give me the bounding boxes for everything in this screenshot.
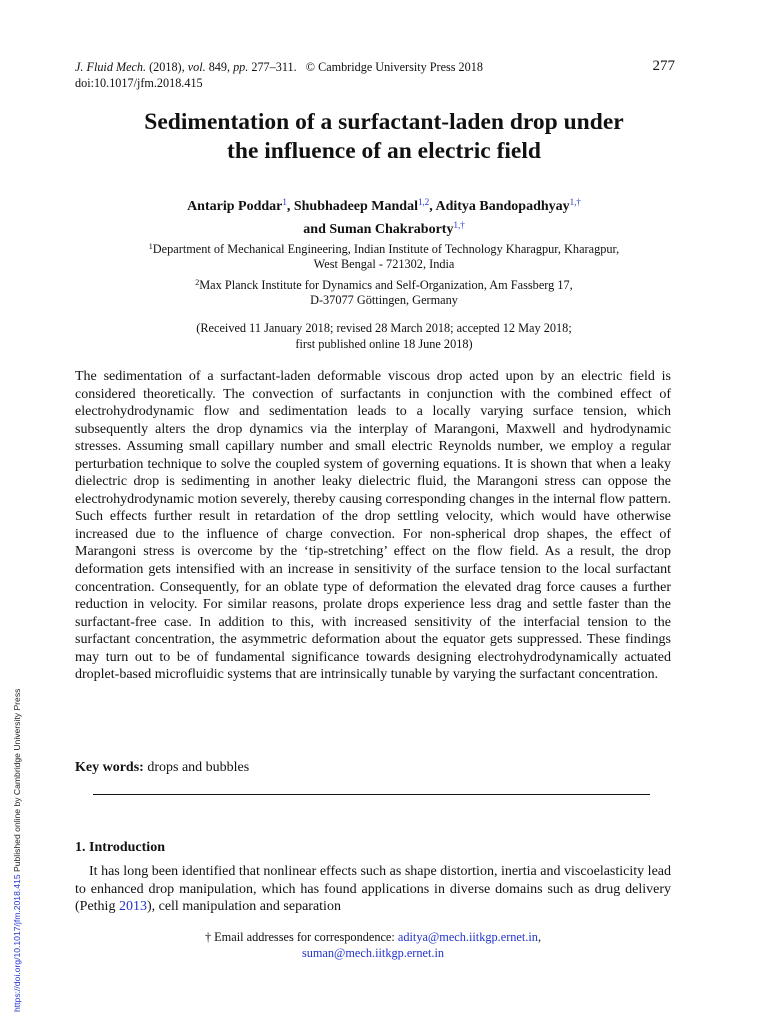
author-affiliation-mark[interactable]: 1,† <box>453 220 465 230</box>
author-name: Aditya Bandopadhyay <box>435 199 570 214</box>
email-link[interactable]: aditya@mech.iitkgp.ernet.in <box>397 930 538 944</box>
author-affiliation-mark[interactable]: 1,† <box>569 197 581 207</box>
journal-name: J. Fluid Mech. <box>75 60 147 74</box>
author-name: and Suman Chakraborty <box>303 222 454 237</box>
published-line: first published online 18 June 2018) <box>295 337 473 351</box>
copyright-notice: © Cambridge University Press 2018 <box>305 60 483 74</box>
intro-text: ), cell manipulation and separation <box>146 899 341 915</box>
title-line-1: Sedimentation of a surfactant-laden drop under <box>144 109 624 135</box>
author-name: Shubhadeep Mandal <box>293 199 418 214</box>
received-dates <box>60 320 708 352</box>
abstract: The sedimentation of a surfactant-laden deformable viscous drop acted upon by an electric field is considered theoretically. The convection of surfactants in conjunction with the combined effect of electrohydrodynamic flow and sedimentation leads to a locally varying surface tension, which subsequently alters the drop dynamics via the interplay of Marangoni, Maxwell and hydrodynamic stresses. Assuming small capillary number and small electric Reynolds number, we employ a regular perturbation technique to solve the coupled system of governing equations. It is shown that when a leaky dielectric drop is sedimenting in another leaky dielectric fluid, the Marangoni stress can oppose the electrohydrodynamic motion severely, thereby causing corresponding changes in the internal flow pattern. Such effects further result in retardation of the drop settling velocity, which would have otherwise increased due to the influence of charge convection. For non-spherical drop shapes, the effect of Marangoni stress is overcome by the ‘tip-stretching’ effect on the flow field. As a result, the drop deformation gets intensified with an increase in sensitivity of the surface tension to the local surfactant concentration. Consequently, for an oblate type of deformation the elevated drag force causes a further reduction in velocity. For similar reasons, prolate drops experience less drag and settle faster than the surfactant-free case. In addition to this, with increased sensitivity of the interfacial tension to the surfactant concentration, the asymmetric deformation about the equator gets suppressed. These findings may turn out to be of fundamental significance towards designing electrohydrodynamically actuated droplet-based microfluidic systems that are intrinsically tunable by varying the surfactant concentration. <box>75 369 671 683</box>
citation-link[interactable]: 2013 <box>118 899 147 915</box>
keywords <box>75 760 249 776</box>
author-affiliation-mark[interactable]: 1,2 <box>417 197 430 207</box>
keywords-value: drops and bubbles <box>147 760 250 775</box>
page-number: 277 <box>652 58 675 74</box>
affiliation-text: D-37077 Göttingen, Germany <box>310 293 458 307</box>
section-heading: 1. Introduction <box>75 840 165 855</box>
pages-label: pp. <box>233 60 249 74</box>
affiliation-1 <box>60 239 708 272</box>
affiliation-text: Department of Mechanical Engineering, Indian Institute of Technology Kharagpur, Kharagpur, <box>152 242 620 256</box>
keywords-label: Key words: <box>75 760 144 775</box>
vertical-doi-sidebar <box>12 689 22 1012</box>
affiliation-2 <box>60 275 708 308</box>
sidebar-publisher: Published online by Cambridge University Press <box>12 688 22 875</box>
intro-paragraph <box>75 863 671 916</box>
journal-year: (2018), <box>149 60 185 74</box>
volume-number: 849, <box>208 60 231 74</box>
citation-line <box>75 59 675 75</box>
affiliation-number: 1 <box>148 242 153 251</box>
title-line-2: the influence of an electric field <box>227 138 541 164</box>
section-divider <box>93 794 650 795</box>
author-affiliation-mark[interactable]: 1 <box>282 197 287 207</box>
pages-range: 277–311. <box>251 60 297 74</box>
footnote-label: † Email addresses for correspondence: <box>204 930 395 944</box>
received-line: (Received 11 January 2018; revised 28 March 2018; accepted 12 May 2018; <box>196 321 572 335</box>
footnote-separator: , <box>537 930 542 944</box>
correspondence-footnote <box>75 929 671 961</box>
email-link[interactable]: suman@mech.iitkgp.ernet.in <box>301 946 445 960</box>
volume-label: vol. <box>187 60 206 74</box>
affiliation-text: West Bengal - 721302, India <box>313 257 455 271</box>
author-name: Antarip Poddar <box>187 199 283 214</box>
author-list: Antarip Poddar$^1$, Shubhadeep Mandal$^{1,2}$, Aditya Bandopadhyay$^{1,\dagger}$ and Suman Chakraborty$^{1,\dagger}$ <box>187 197 581 237</box>
affiliation-number: 2 <box>195 278 200 287</box>
intro-text: It has long been identified that nonlinear effects such as shape distortion, inertia and viscoelasticity lead to enhanced drop manipulation, which has found applications in diverse domains such as drug delivery (Pethig <box>75 864 671 915</box>
affiliation-text: Max Planck Institute for Dynamics and Self-Organization, Am Fassberg 17, <box>199 278 573 292</box>
sidebar-doi-link[interactable]: https://doi.org/10.1017/jfm.2018.415 <box>12 874 22 1012</box>
running-header <box>75 59 675 91</box>
paper-title <box>60 108 708 166</box>
article-doi: doi:10.1017/jfm.2018.415 <box>75 76 203 90</box>
